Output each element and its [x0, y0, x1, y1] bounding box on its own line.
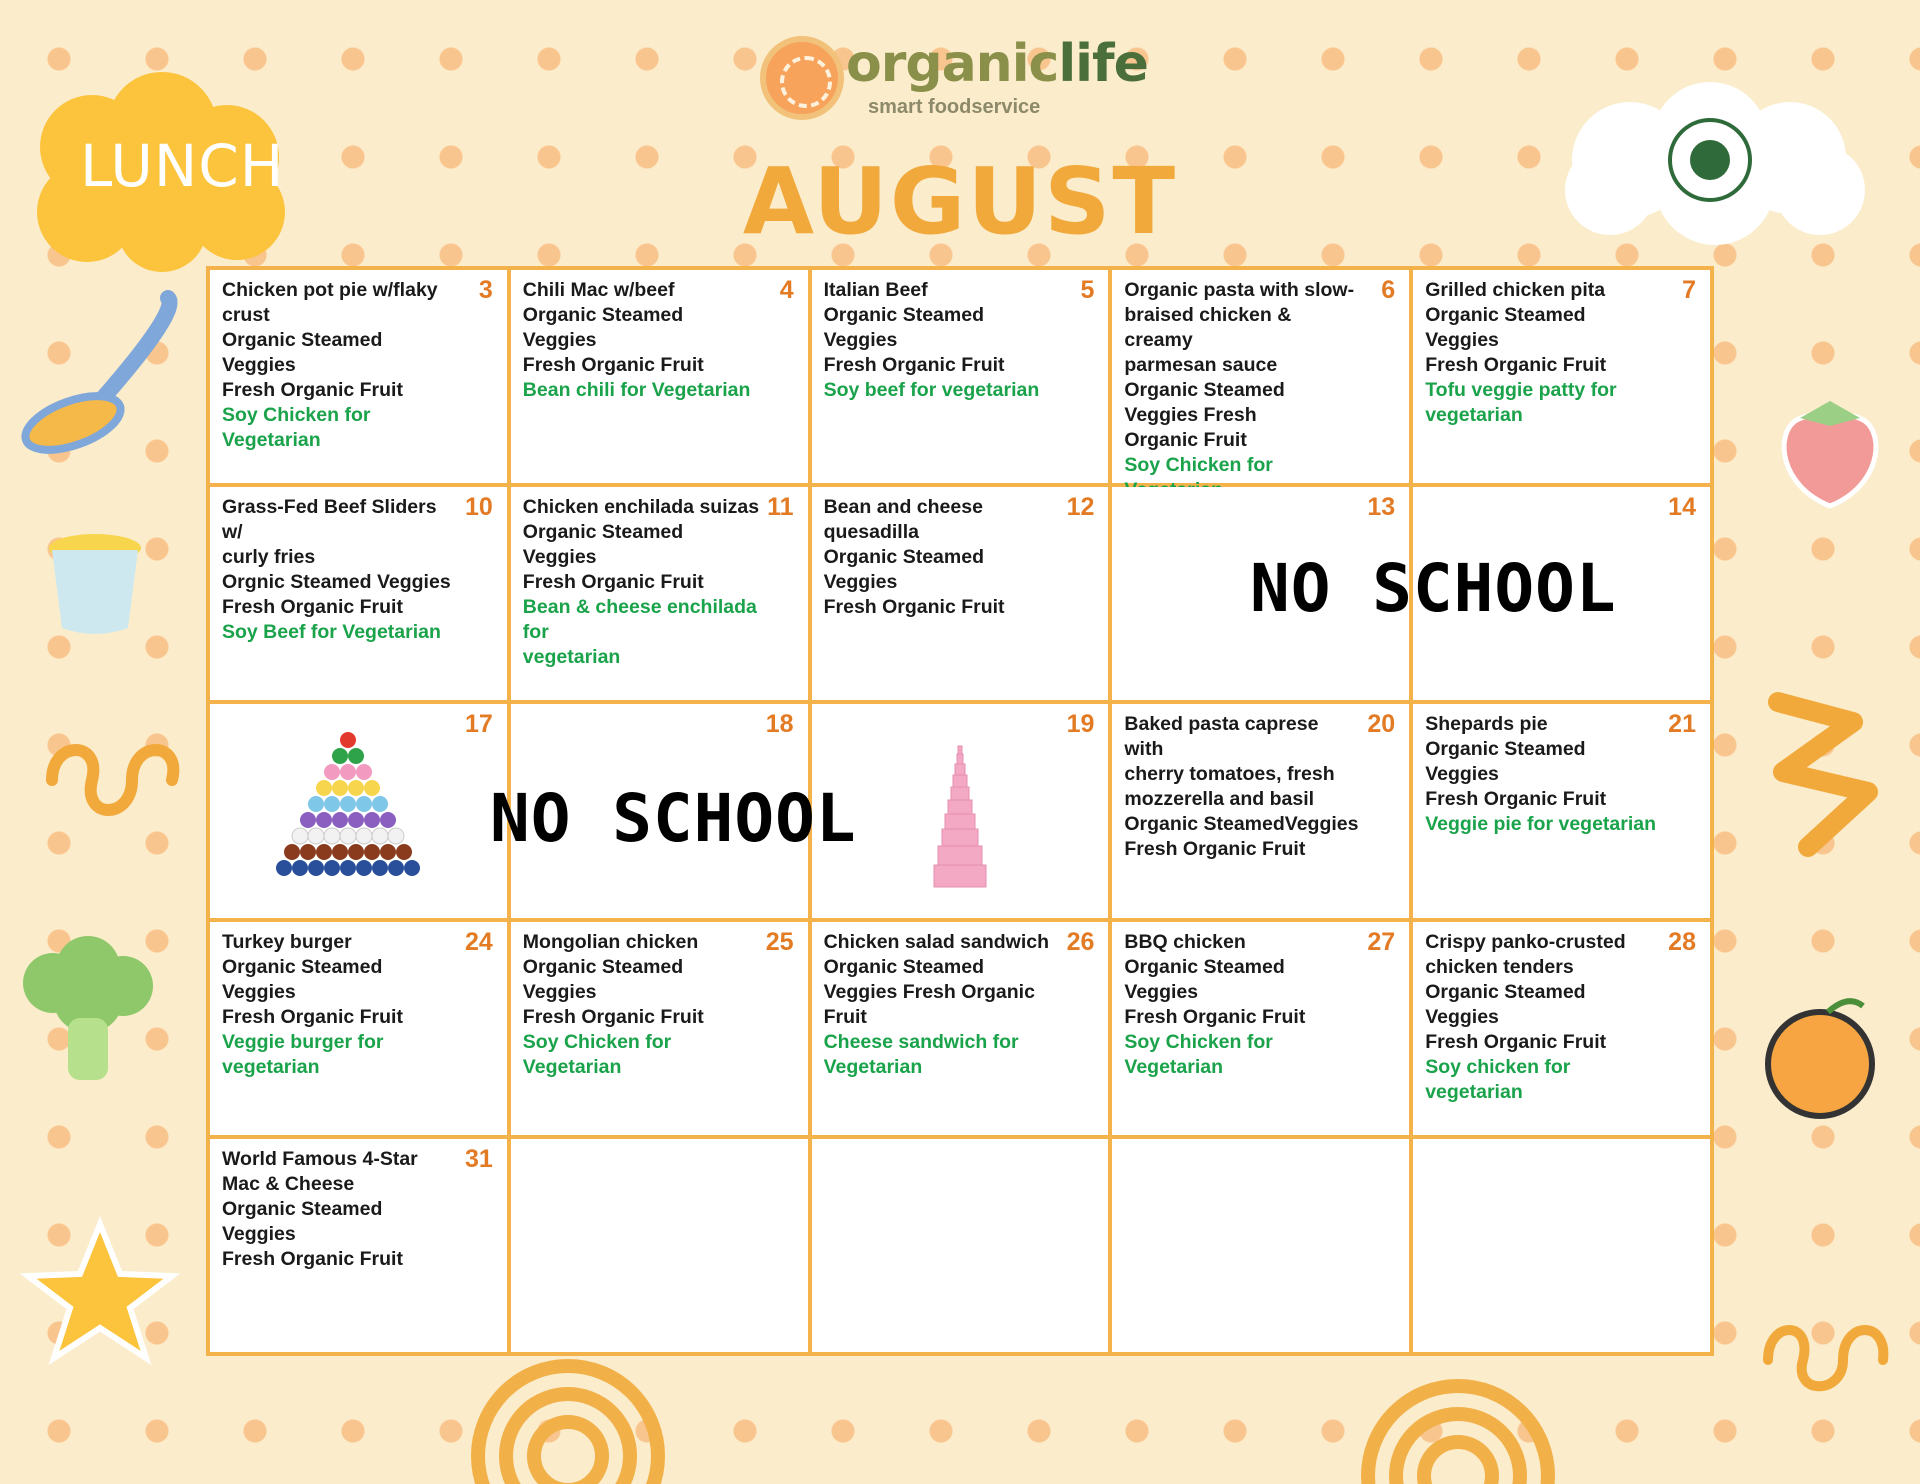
- empty-cell: [812, 1139, 1109, 1352]
- day-number: 31: [464, 1144, 493, 1173]
- day-cell-21: [1413, 704, 1710, 917]
- menu-item: Organic Steamed Veggies: [823, 546, 984, 594]
- menu-item: Turkey burger: [222, 930, 352, 953]
- day-number: 3: [478, 276, 493, 304]
- menu-item: Chicken enchilada suizas: [522, 496, 760, 519]
- menu-item: Organic Steamed Veggies: [1425, 738, 1586, 786]
- menu-item: crust: [222, 304, 270, 326]
- day-number: 21: [1668, 710, 1696, 739]
- day-cell-26: [812, 922, 1109, 1135]
- menu-list: [523, 278, 760, 403]
- menu-item: Baked pasta caprese with: [1124, 713, 1319, 761]
- day-cell-7: [1413, 270, 1710, 483]
- menu-item: Fresh Organic Fruit: [222, 1005, 403, 1028]
- day-cell-3: [210, 270, 507, 483]
- menu-item: Organic Steamed Veggies: [522, 955, 684, 1003]
- day-cell-10: [210, 487, 507, 700]
- menu-list: [1425, 278, 1662, 428]
- vegetarian-option: Soy Beef for Vegetarian: [222, 621, 441, 644]
- zigzag-icon: [1758, 682, 1888, 862]
- menu-item: Fresh Organic Fruit: [1425, 1030, 1607, 1053]
- menu-list: [1124, 712, 1361, 862]
- day-cell-31: [210, 1139, 507, 1352]
- menu-item: BBQ chicken: [1124, 930, 1246, 953]
- menu-item: Organic Steamed Veggies: [823, 304, 984, 351]
- menu-item: Organic Steamed Veggies: [1124, 955, 1285, 1003]
- menu-item: braised chicken & creamy: [1124, 304, 1292, 351]
- swirl-icon: [42, 720, 202, 840]
- menu-item: Mac & Cheese: [222, 1172, 355, 1195]
- menu-item: curly fries: [222, 546, 316, 569]
- menu-list: [824, 278, 1061, 403]
- logo-word-organic: organic: [846, 34, 1059, 94]
- day-number: 13: [1367, 493, 1396, 522]
- vegetarian-option: vegetarian: [1425, 404, 1523, 426]
- menu-item: Organic pasta with slow-: [1124, 279, 1355, 301]
- menu-item: mozzerella and basil: [1124, 788, 1315, 811]
- broccoli-icon: [18, 938, 158, 1088]
- vegetarian-option: Veggie burger for: [222, 1030, 384, 1053]
- day-cell-28: [1413, 922, 1710, 1135]
- orange-slice-icon: [760, 36, 844, 120]
- day-cell-4: [511, 270, 808, 483]
- menu-item: Grass-Fed Beef Sliders w/: [222, 496, 437, 544]
- logo-wordmark: [846, 34, 1148, 94]
- vegetarian-option: Soy Chicken for Vegetarian: [1124, 1030, 1273, 1078]
- menu-item: Fresh Organic Fruit: [823, 354, 1005, 376]
- day-number: 25: [765, 927, 794, 956]
- day-cell-6: [1112, 270, 1409, 483]
- day-number: 18: [765, 710, 794, 739]
- day-cell-11: [511, 487, 808, 700]
- bead-pyramid-icon: [258, 730, 438, 886]
- menu-item: Organic Steamed: [823, 955, 984, 978]
- menu-item: Fresh Organic Fruit: [1124, 838, 1306, 861]
- empty-cell: [511, 1139, 808, 1352]
- menu-item: Fresh Organic Fruit: [1425, 788, 1607, 811]
- vegetarian-option: Vegetarian: [823, 1055, 923, 1078]
- menu-item: Fresh Organic Fruit: [222, 1247, 403, 1270]
- menu-item: Fresh Organic Fruit: [522, 571, 704, 594]
- meal-label: LUNCH: [80, 132, 285, 200]
- vegetarian-option: Cheese sandwich for: [823, 1030, 1019, 1053]
- day-cell-12: [812, 487, 1109, 700]
- spiral-icon: [1358, 1376, 1558, 1484]
- day-number: 12: [1066, 493, 1095, 522]
- day-cell-20: [1112, 704, 1409, 917]
- day-number: 17: [464, 710, 493, 739]
- day-number: 14: [1668, 493, 1696, 522]
- menu-item: Fresh Organic Fruit: [222, 379, 403, 401]
- day-cell-27: [1112, 922, 1409, 1135]
- school-seal-logo: [1668, 118, 1752, 202]
- day-number: 27: [1367, 927, 1396, 956]
- vegetarian-option: Veggie pie for vegetarian: [1425, 813, 1657, 836]
- no-school-label-week2: NO SCHOOL: [1250, 550, 1617, 627]
- vegetarian-option: Bean & cheese enchilada for: [522, 596, 757, 644]
- menu-item: Organic SteamedVeggies: [1124, 813, 1359, 836]
- day-number: 19: [1066, 710, 1095, 739]
- logo-tagline: smart foodservice: [868, 96, 1041, 118]
- spiral-icon: [468, 1356, 668, 1484]
- menu-item: Organic Steamed Veggies: [522, 521, 684, 569]
- menu-item: Fresh Organic Fruit: [823, 596, 1005, 619]
- empty-cell: [1112, 1139, 1409, 1352]
- menu-list: [222, 930, 459, 1080]
- menu-item: Fresh Organic Fruit: [522, 354, 704, 376]
- menu-item: Organic Steamed Veggies: [1425, 980, 1586, 1028]
- menu-item: Fresh Organic Fruit: [222, 596, 403, 619]
- menu-list: [1425, 930, 1662, 1105]
- menu-item: Fresh Organic Fruit: [1425, 354, 1607, 376]
- day-number: 7: [1682, 276, 1696, 304]
- strawberry-icon: [1770, 386, 1890, 516]
- menu-item: Chicken salad sandwich: [823, 930, 1050, 953]
- menu-item: cherry tomatoes, fresh: [1124, 763, 1335, 786]
- menu-list: [824, 930, 1061, 1080]
- menu-item: Shepards pie: [1425, 713, 1548, 736]
- menu-item: Fresh Organic Fruit: [522, 1005, 704, 1028]
- menu-item: Fruit: [823, 1005, 867, 1028]
- vegetarian-option: Bean chili for Vegetarian: [522, 379, 751, 401]
- swirl-icon: [1758, 1290, 1898, 1400]
- menu-item: Crispy panko-crusted: [1425, 930, 1626, 953]
- menu-list: [1124, 278, 1361, 503]
- menu-list: [523, 930, 760, 1080]
- day-number: 26: [1066, 927, 1095, 956]
- menu-list: [1124, 930, 1361, 1080]
- empty-cell: [1413, 1139, 1710, 1352]
- vegetarian-option: Soy chicken for vegetarian: [1425, 1055, 1571, 1103]
- vegetarian-option: Soy Chicken for: [1124, 454, 1273, 476]
- no-school-label-week3: NO SCHOOL: [490, 780, 857, 857]
- menu-item: Mongolian chicken: [522, 930, 699, 953]
- day-number: 6: [1381, 276, 1396, 304]
- vegetarian-option: Tofu veggie patty for: [1425, 379, 1617, 401]
- menu-item: Organic Steamed Veggies: [222, 329, 383, 376]
- day-cell-5: [812, 270, 1109, 483]
- vegetarian-option: vegetarian: [222, 1055, 320, 1078]
- menu-item: Orgnic Steamed Veggies: [222, 571, 451, 594]
- vegetarian-option: Soy beef for vegetarian: [823, 379, 1040, 401]
- star-icon: [20, 1216, 180, 1366]
- menu-item: parmesan sauce: [1124, 354, 1278, 376]
- yogurt-icon: [40, 528, 150, 638]
- day-number: 24: [464, 927, 493, 956]
- menu-item: Chicken pot pie w/flaky: [222, 279, 438, 301]
- logo-word-life: life: [1058, 34, 1148, 94]
- menu-item: Italian Beef: [823, 279, 928, 301]
- day-number: 20: [1367, 710, 1396, 739]
- menu-item: Bean and cheese quesadilla: [823, 496, 983, 544]
- menu-item: Organic Steamed Veggies Fresh: [1124, 379, 1285, 426]
- day-number: 11: [767, 493, 794, 522]
- month-title: AUGUST: [742, 148, 1178, 255]
- day-number: 10: [464, 493, 493, 522]
- menu-item: chicken tenders: [1425, 955, 1574, 978]
- pink-tower-icon: [930, 740, 990, 890]
- menu-item: Organic Steamed Veggies: [522, 304, 684, 351]
- menu-item: Veggies Fresh Organic: [823, 980, 1035, 1003]
- menu-item: World Famous 4-Star: [222, 1147, 418, 1170]
- day-number: 5: [1080, 276, 1095, 304]
- menu-list: [222, 278, 459, 453]
- vegetarian-option: vegetarian: [522, 646, 621, 669]
- day-number: 4: [779, 276, 794, 304]
- menu-list: [222, 495, 459, 645]
- spoon-icon: [18, 288, 198, 458]
- menu-list: [1425, 712, 1662, 837]
- menu-item: Organic Steamed Veggies: [1425, 304, 1586, 351]
- orange-icon: [1758, 984, 1888, 1124]
- organiclife-logo: [760, 30, 1148, 125]
- vegetarian-option: Soy Chicken for Vegetarian: [222, 404, 371, 451]
- day-cell-24: [210, 922, 507, 1135]
- menu-item: Organic Steamed Veggies: [222, 955, 383, 1003]
- menu-item: Grilled chicken pita: [1425, 279, 1606, 301]
- menu-list: [523, 495, 760, 670]
- menu-list: [824, 495, 1061, 620]
- day-cell-25: [511, 922, 808, 1135]
- vegetarian-option: Soy Chicken for Vegetarian: [522, 1030, 672, 1078]
- day-number: 28: [1668, 927, 1696, 956]
- menu-item: Organic Fruit: [1124, 429, 1247, 451]
- menu-item: Fresh Organic Fruit: [1124, 1005, 1306, 1028]
- menu-item: Organic Steamed Veggies: [222, 1197, 383, 1245]
- menu-list: [222, 1147, 459, 1272]
- menu-item: Chili Mac w/beef: [522, 279, 675, 301]
